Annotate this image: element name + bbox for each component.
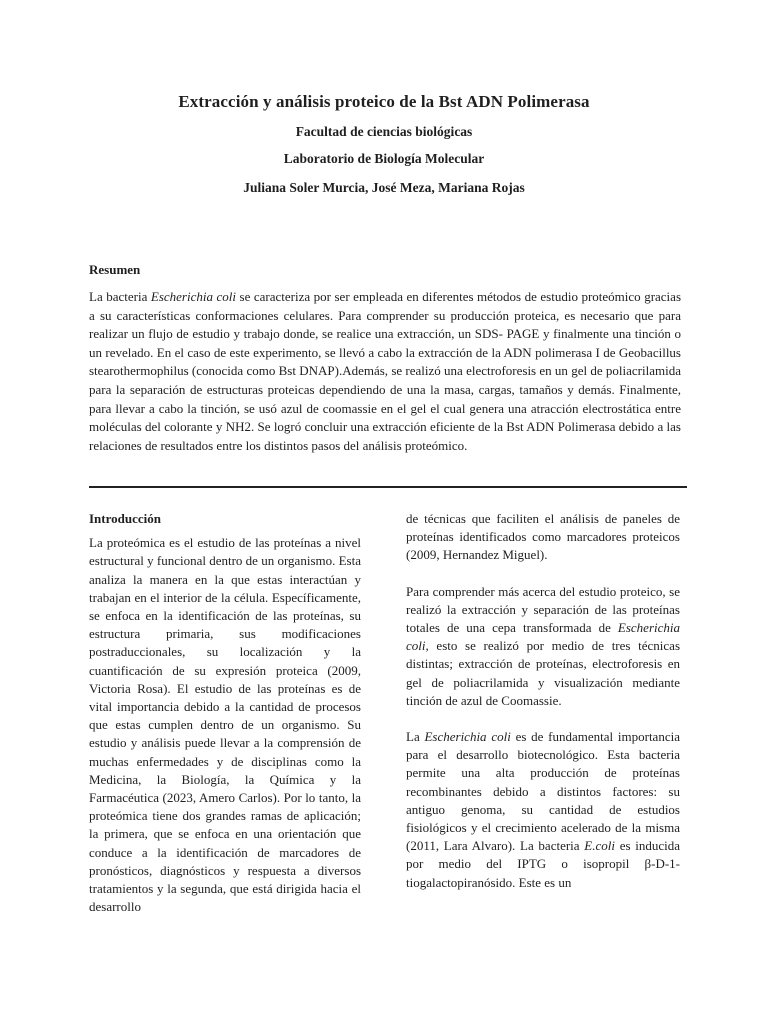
right-p2-text-a: Para comprender más acerca del estudio proteico, se realizó la extracción y separación de las proteínas totales de una cepa transformada de	[406, 583, 680, 636]
right-p3-species-name: Escherichia coli	[424, 729, 511, 745]
abstract-species-name: Escherichia coli	[150, 289, 236, 304]
section-divider	[89, 486, 687, 488]
intro-paragraph-right-3	[406, 728, 680, 892]
left-column	[89, 510, 361, 916]
right-p3-text-c: es inducida por medio del IPTG o isopropil β-D-1-tiogalactopiranósido. Este es un	[406, 838, 681, 890]
lab-line: Laboratorio de Biología Molecular	[283, 151, 485, 166]
right-p3-text-a: La	[406, 729, 425, 745]
introduction-heading: Introducción	[89, 511, 161, 526]
right-p3-text-b: es de fundamental importancia para el desarrollo biotecnológico. Esta bacteria permite una alta producción de proteínas recombinantes debido a distintos factores: su antiguo genoma, su cantidad de estudios fisiológicos y el crecimiento acelerado de la misma (2011, Lara Alvaro). La bacteria	[406, 729, 680, 854]
paper-title: Extracción y análisis proteico de la Bst ADN Polimerasa	[178, 92, 590, 111]
intro-paragraph-left: La proteómica es el estudio de las proteínas a nivel estructural y funcional dentro de un organismo. Esta analiza la manera en la que estas interactúan y trabajan en el interior de la célula. Específicamente, se enfoca en la identificación de las proteínas, su estructura primaria, sus modificaciones postraduccionales, su localización y la cuantificación de su expresión proteica (2009, Victoria Rosa). El estudio de las proteínas es de vital importancia debido a la cantidad de procesos que estas cumplen dentro de un organismo. Su estudio y análisis puede llevar a la comprensión de muchas enfermedades y de disciplinas como la Medicina, la Biología, la Química y la Farmacéutica (2023, Amero Carlos). Por lo tanto, la proteómica tiene dos grandes ramas de aplicación; la primera, que se enfoca en una orientación que conduce a la identificación de marcadores de pronósticos, diagnósticos y respuesta a diversos tratamientos y la segunda, que está dirigida hacia el desarrollo	[89, 535, 361, 915]
right-p2-text-b: esto se realizó por medio de tres técnicas distintas; extracción de proteínas, electroforesis en gel de poliacrilamida y visualización mediante tinción de azul de Coomassie.	[406, 638, 680, 708]
authors-line: Juliana Soler Murcia, José Meza, Mariana Rojas	[243, 180, 525, 195]
right-column	[406, 510, 680, 892]
abstract-paragraph	[89, 288, 681, 455]
abstract-text-a: La bacteria	[89, 289, 151, 304]
right-p2-species-name: Escherichia coli,	[406, 620, 680, 654]
intro-paragraph-right-1: de técnicas que faciliten el análisis de paneles de proteínas identificados como marcadores proteicos (2009, Hernandez Miguel).	[406, 511, 680, 563]
abstract-heading: Resumen	[89, 262, 141, 277]
abstract-text-b: se caracteriza por ser empleada en diferentes métodos de estudio proteómico gracias a su características conformaciones celulares. Para comprender su producción proteica, es necesario que para realizar un flujo de estudio y trabajo donde, se realice una extracción, un SDS- PAGE y finalmente una tinción o un revelado. En el caso de este experimento, se llevó a cabo la extracción de la ADN polimerasa I de Geobacillus stearothermophilus (conocida como Bst DNAP).Además, se realizó una electroforesis en un gel de poliacrilamida para la separación de estructuras proteicas dependiendo de una la masa, cargas, tamaños y demás. Finalmente, para llevar a cabo la tinción, se usó azul de coomassie en el gel el cual genera una atracción electrostática entre moléculas del colorante y NH2. Se logró concluir una extracción eficiente de la Bst ADN Polimerasa debido a las relaciones de resultados entre los distintos pasos del análisis proteómico.	[89, 289, 682, 453]
intro-paragraph-right-2	[406, 583, 680, 710]
faculty-line: Facultad de ciencias biológicas	[295, 124, 473, 139]
right-p3-species-abbrev: E.coli	[584, 838, 615, 854]
